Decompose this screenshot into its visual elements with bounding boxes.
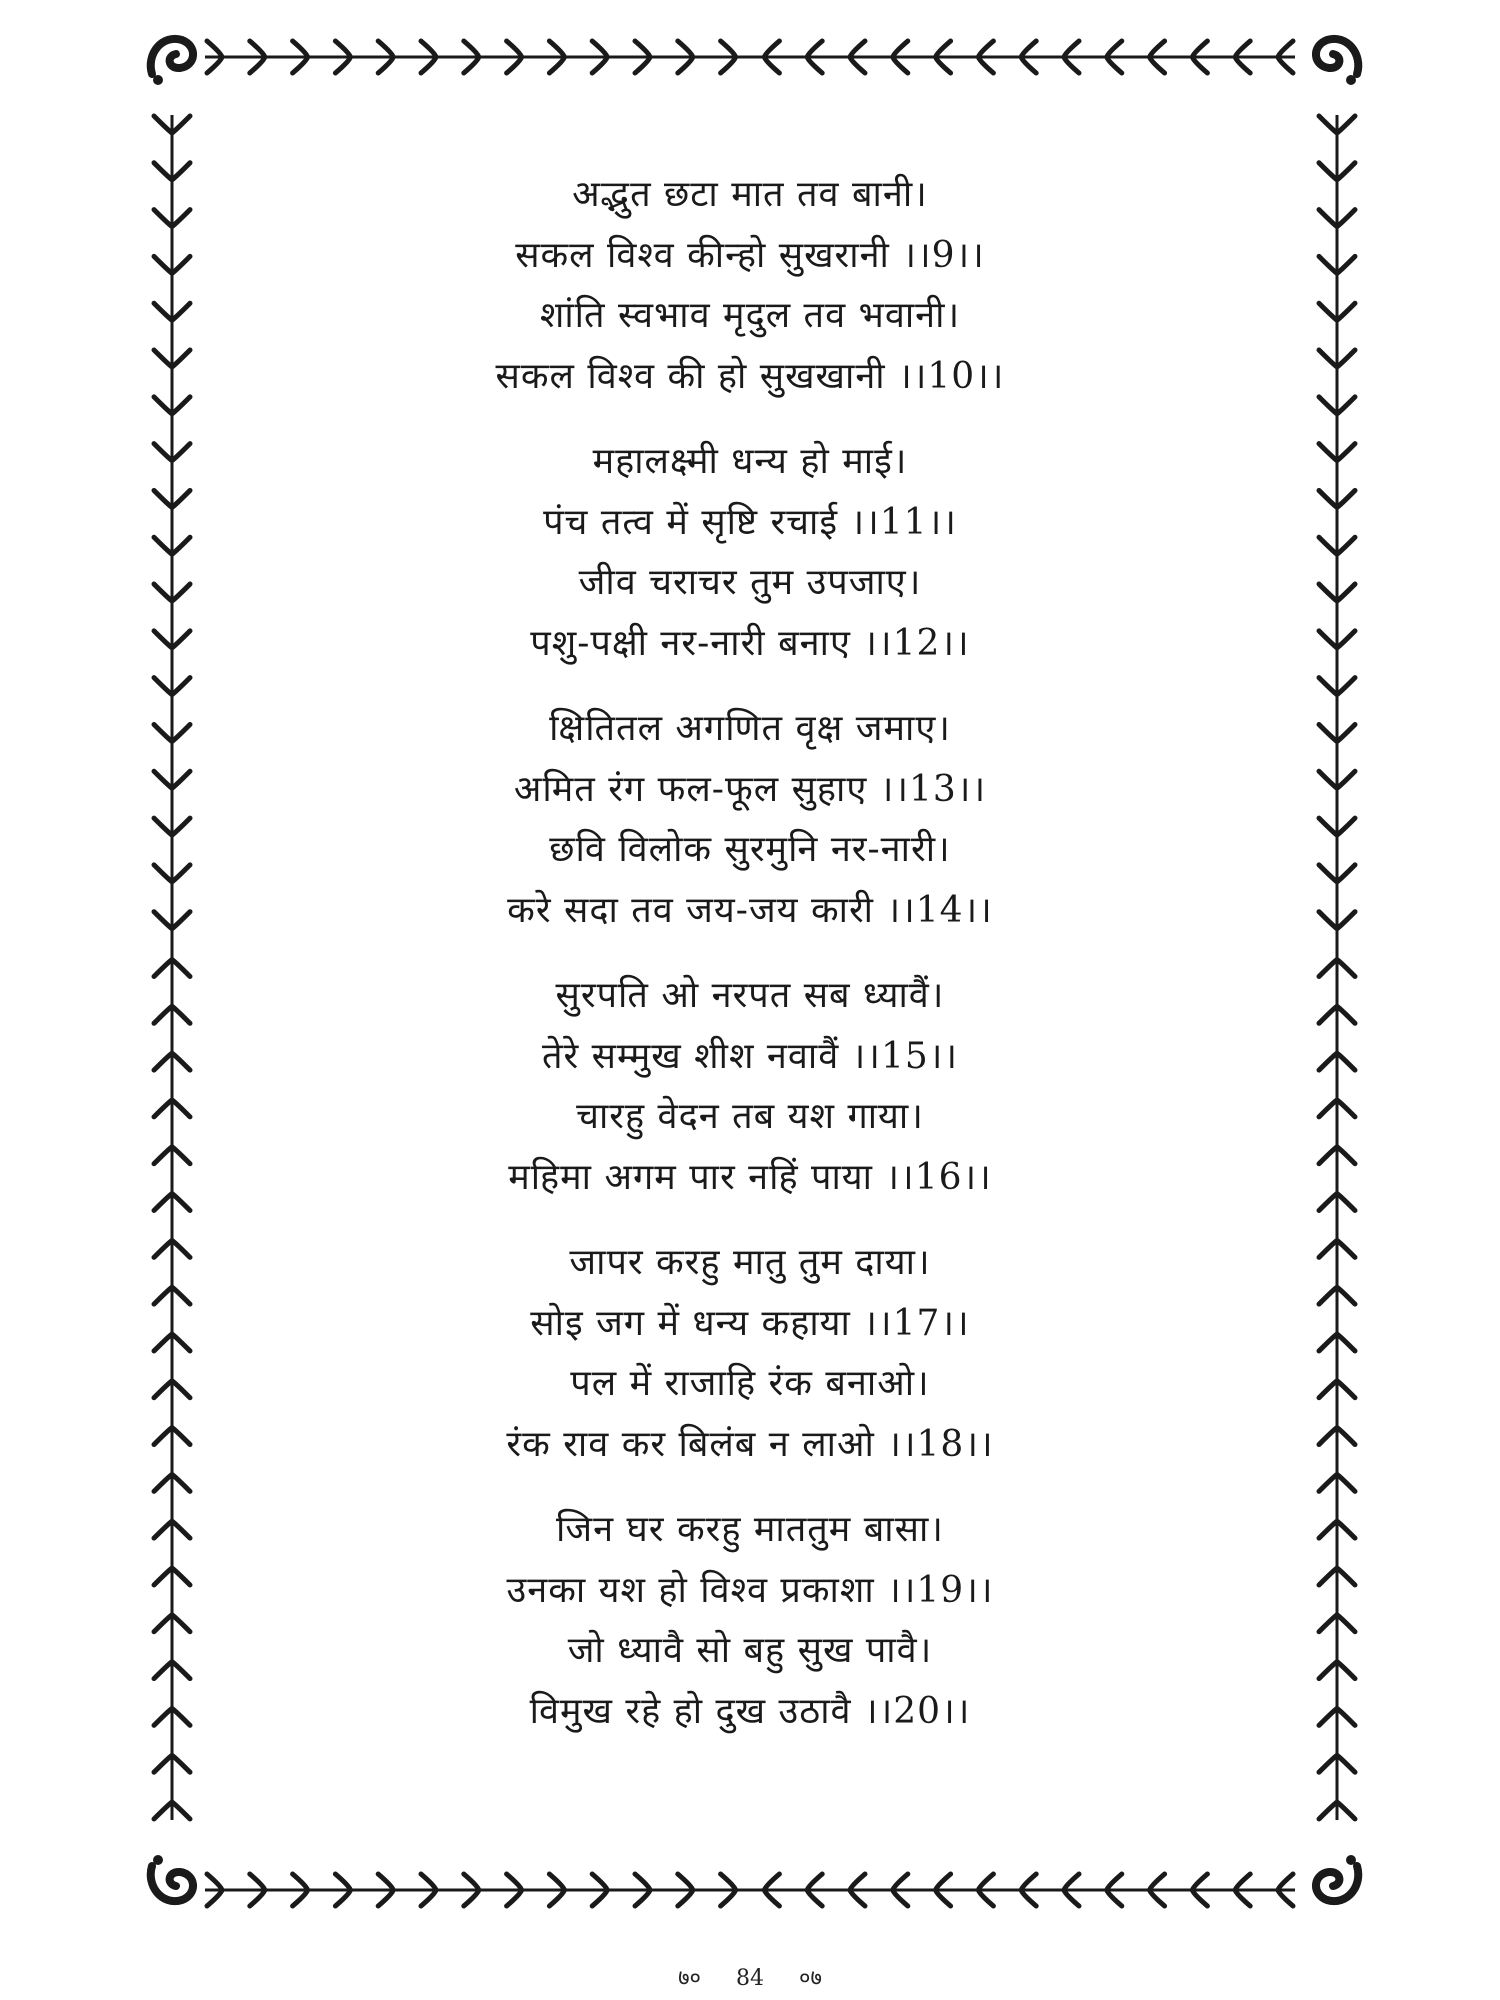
page-footer: [0, 1962, 1500, 1992]
verse-line: अमित रंग फल-फूल सुहाए ।।13।।: [513, 768, 987, 810]
paisley-corner-icon: [1316, 39, 1358, 85]
stanza: [180, 966, 1320, 1208]
verse-line: चारहु वेदन तब यश गाया।: [576, 1096, 924, 1137]
stanza: [180, 165, 1320, 407]
verse-line: शांति स्वभाव मृदुल तव भवानी।: [539, 295, 961, 336]
paisley-corner-icon: [1316, 1855, 1358, 1901]
page-number: 84: [736, 1966, 764, 1991]
verse-line: उनका यश हो विश्व प्रकाशा ।।19।।: [506, 1569, 994, 1611]
paisley-corner-icon: [151, 39, 193, 85]
verse-line: जापर करहु मातु तुम दाया।: [569, 1242, 931, 1283]
verse-line: पशु-पक्षी नर-नारी बनाए ।।12।।: [530, 622, 970, 664]
paisley-corner-icon: [151, 1855, 193, 1901]
footer-ornament-left: ७०: [678, 1966, 701, 1991]
border-bottom: [205, 1874, 1295, 1906]
verse-line: सकल विश्व की हो सुखखानी ।।10।।: [495, 355, 1005, 397]
verse-line: विमुख रहे हो दुख उठावै ।।20।।: [529, 1690, 971, 1732]
verse-line: जीव चराचर तुम उपजाए।: [578, 562, 922, 603]
verse-line: क्षितितल अगणित वृक्ष जमाए।: [549, 708, 951, 749]
verse-line: सोइ जग में धन्य कहाया ।।17।।: [530, 1302, 970, 1344]
verse-line: पल में राजाहि रंक बनाओ।: [570, 1363, 930, 1404]
verse-line: सुरपति ओ नरपत सब ध्यावैं।: [555, 975, 945, 1016]
verse-line: रंक राव कर बिलंब न लाओ ।।18।।: [506, 1423, 994, 1465]
verse-line: महिमा अगम पार नहिं पाया ।।16।।: [508, 1156, 992, 1198]
border-right: [1319, 115, 1355, 1820]
border-top: [205, 41, 1295, 73]
verse-line: करे सदा तव जय-जय कारी ।।14।।: [507, 889, 993, 931]
verse-line: अद्भुत छटा मात तव बानी।: [572, 174, 928, 215]
verse-line: सकल विश्व कीन्हो सुखरानी ।।9।।: [515, 234, 985, 276]
verse-line: महालक्ष्मी धन्य हो माई।: [592, 441, 908, 482]
footer-ornament-right: ०७: [799, 1966, 822, 1991]
stanza: [180, 1500, 1320, 1742]
verse-line: जिन घर करहु माततुम बासा।: [556, 1509, 944, 1550]
verse-block: [180, 165, 1320, 1767]
verse-line: छवि विलोक सुरमुनि नर-नारी।: [549, 829, 951, 870]
verse-line: जो ध्यावै सो बहु सुख पावै।: [567, 1630, 933, 1671]
stanza: [180, 1233, 1320, 1475]
stanza: [180, 699, 1320, 941]
verse-line: पंच तत्व में सृष्टि रचाई ।।11।।: [543, 501, 957, 543]
stanza: [180, 432, 1320, 674]
verse-line: तेरे सम्मुख शीश नवावैं ।।15।।: [541, 1035, 959, 1077]
